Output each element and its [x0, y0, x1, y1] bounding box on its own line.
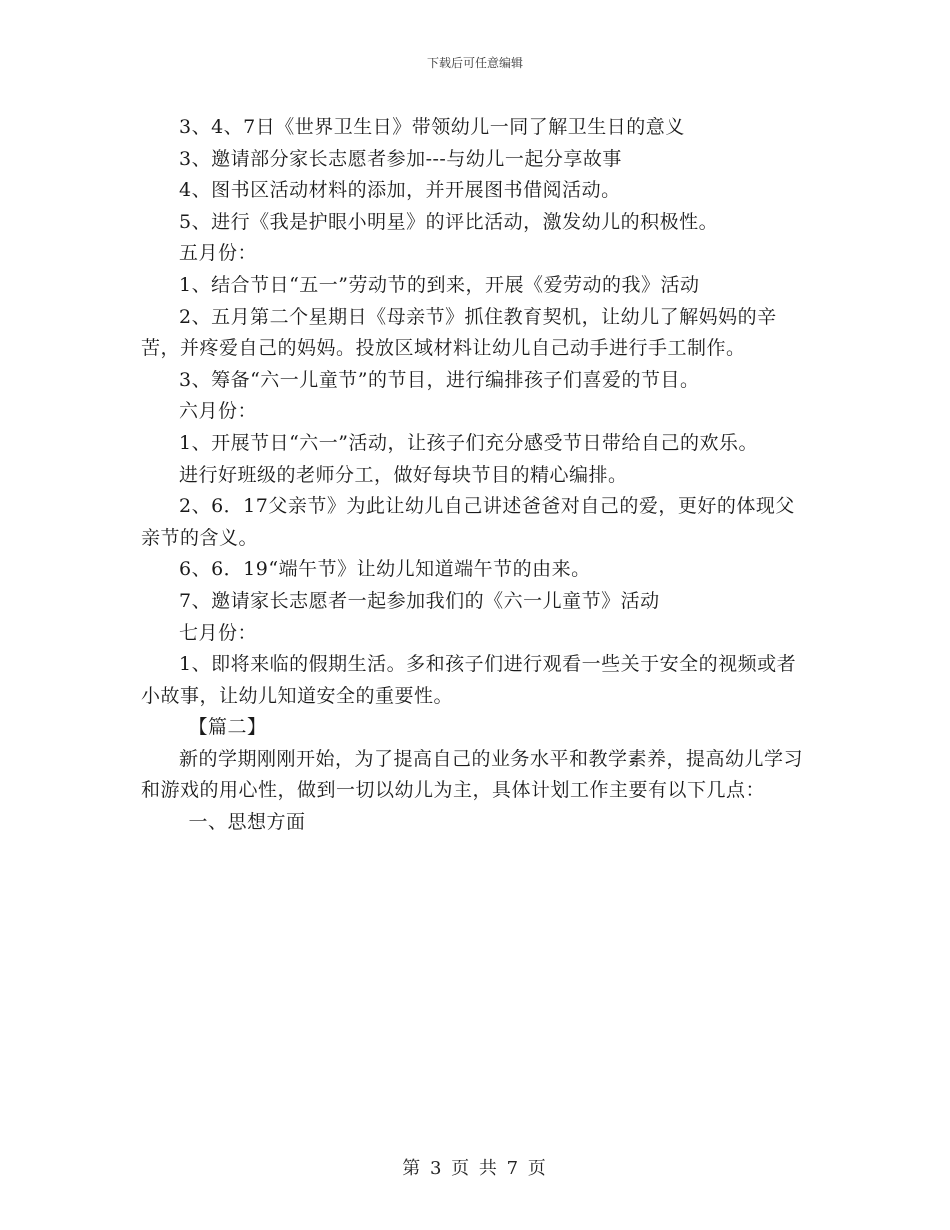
paragraph: 新的学期刚刚开始，为了提高自己的业务水平和教学素养，提高幼儿学习和游戏的用心性，做到一切以幼儿为主，具体计划工作主要有以下几点： — [141, 747, 804, 802]
paragraph: 2、五月第二个星期日《母亲节》抓住教育契机，让幼儿了解妈妈的辛苦，并疼爱自己的妈妈。投放区域材料让幼儿自己动手进行手工制作。 — [141, 305, 777, 360]
month-heading-june: 六月份： — [179, 400, 258, 423]
month-heading-july: 七月份： — [179, 621, 258, 644]
month-heading-may: 五月份： — [179, 242, 258, 265]
paragraph: 2、6．17父亲节》为此让幼儿自己讲述爸爸对自己的爱，更好的体现父亲节的含义。 — [141, 495, 795, 549]
paragraph: 1、开展节日“六一”活动，让孩子们充分感受节日带给自己的欢乐。 — [179, 431, 759, 454]
page-header: 下载后可任意编辑 — [426, 56, 523, 70]
section-heading-thought: 一、思想方面 — [188, 811, 306, 834]
part-two-heading: 【篇二】 — [188, 716, 267, 739]
paragraph: 进行好班级的老师分工，做好每块节目的精心编排。 — [179, 463, 628, 486]
paragraph: 6、6．19“端午节》让幼儿知道端午节的由来。 — [179, 558, 591, 581]
paragraph: 3、4、7日《世界卫生日》带领幼儿一同了解卫生日的意义 — [179, 116, 685, 138]
document-body — [141, 112, 811, 839]
paragraph: 4、图书区活动材料的添加，并开展图书借阅活动。 — [179, 179, 621, 202]
paragraph: 3、筹备“六一儿童节”的节目，进行编排孩子们喜爱的节目。 — [179, 368, 700, 391]
paragraph: 1、即将来临的假期生活。多和孩子们进行观看一些关于安全的视频或者小故事，让幼儿知道安全的重要性。 — [141, 653, 797, 707]
paragraph: 3、邀请部分家长志愿者参加---与幼儿一起分享故事 — [179, 147, 622, 170]
paragraph: 1、结合节日“五一”劳动节的到来，开展《爱劳动的我》活动 — [179, 273, 700, 296]
paragraph: 5、进行《我是护眼小明星》的评比活动，激发幼儿的积极性。 — [179, 210, 719, 233]
page-footer: 第 3 页 共 7 页 — [402, 1158, 548, 1179]
paragraph: 7、邀请家长志愿者一起参加我们的《六一儿童节》活动 — [179, 589, 660, 612]
